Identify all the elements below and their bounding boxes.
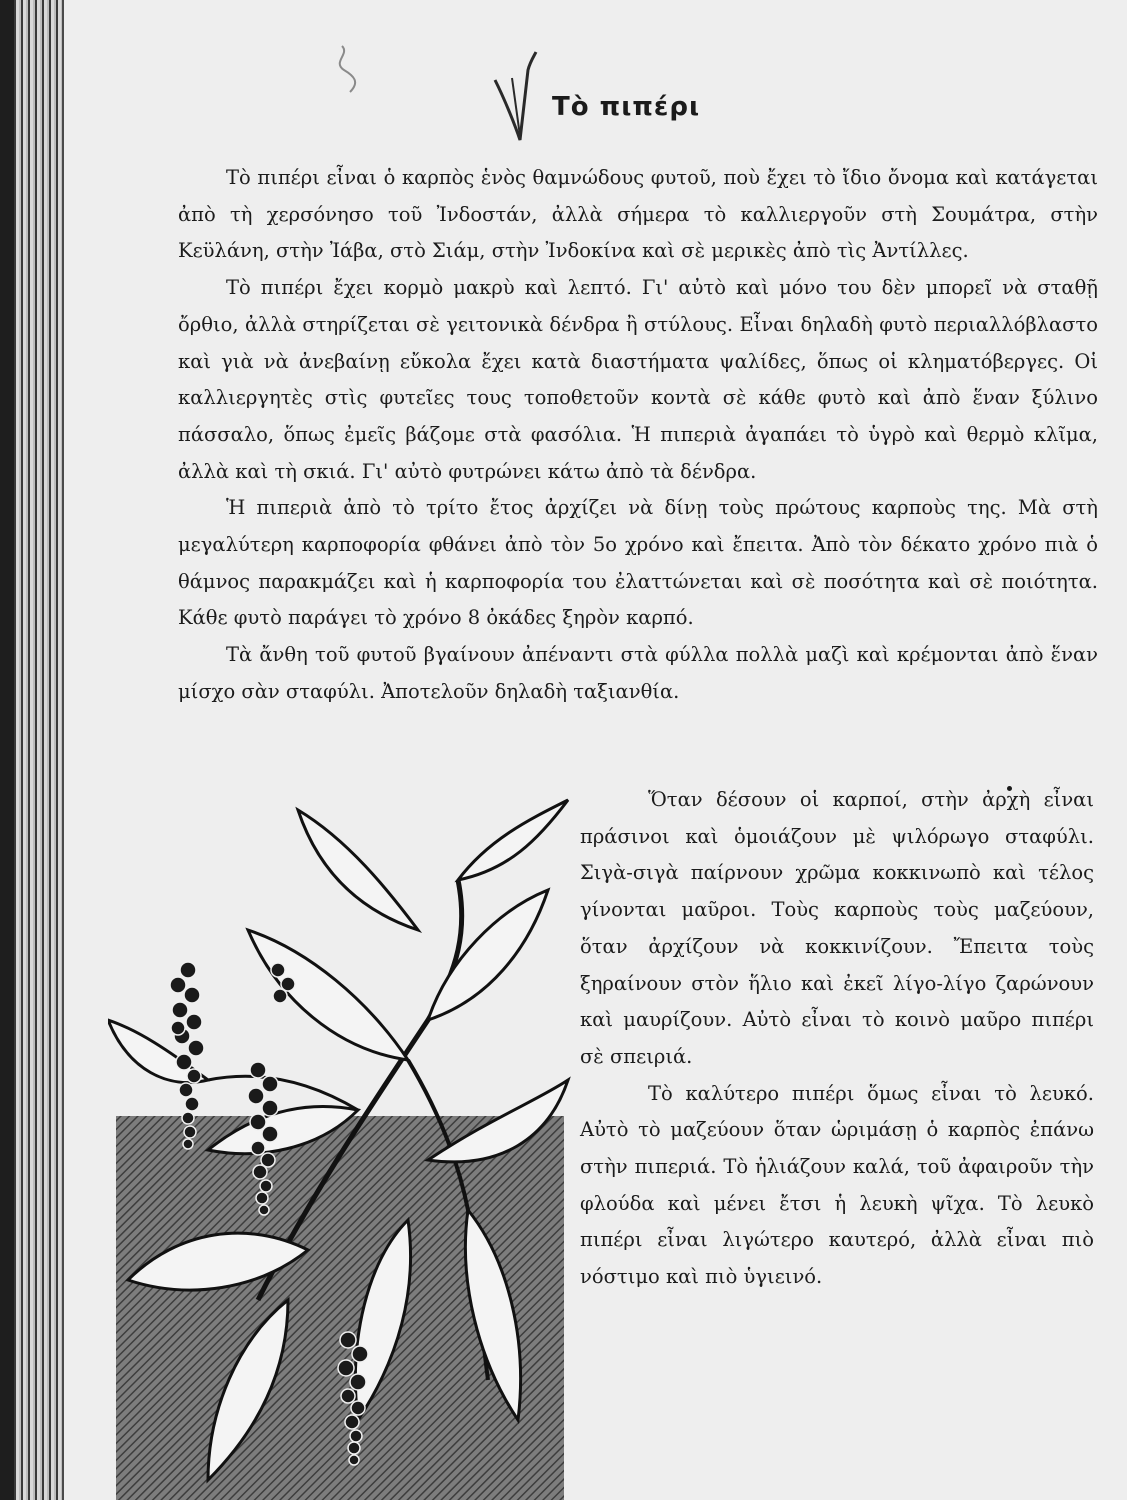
paragraph: Τὸ καλύτερο πιπέρι ὅμως εἶναι τὸ λευκό. Αὐτὸ τὸ μαζεύουν ὅταν ὡριμάσῃ ὁ καρπὸς ἐπάνω στὴν πιπεριά. Τὸ ἡλιάζουν καλά, τοῦ ἀφαιροῦν τὴν φλούδα καὶ μένει ἔτσι ἡ λευκὴ ψῖχα. Τὸ λευκὸ πιπέρι εἶναι λιγώτερο καυτερό, ἀλλὰ εἶναι πιὸ νόστιμο καὶ πιὸ ὑγιεινό. [580,1081,1094,1289]
side-text [580,782,1094,1296]
paragraph: Ἡ πιπεριὰ ἀπὸ τὸ τρίτο ἔτος ἀρχίζει νὰ δίνῃ τοὺς πρώτους καρποὺς της. Μὰ στὴ μεγαλύτερη καρποφορία φθάνει ἀπὸ τὸν 5ο χρόνο καὶ ἔπειτα. Ἀπὸ τὸν δέκατο χρόνο πιὰ ὁ θάμνος παρακμάζει καὶ ἡ καρποφορία του ἐλαττώνεται καὶ σὲ ποσότητα καὶ σὲ ποιότητα. Κάθε φυτὸ παράγει τὸ χρόνο 8 ὀκάδες ξηρὸν καρπό. [178,496,1098,630]
main-text [178,160,1098,711]
page-edge-shadow [0,0,14,1500]
paragraph: Τὸ πιπέρι εἶναι ὁ καρπὸς ἑνὸς θαμνώδους φυτοῦ, ποὺ ἔχει τὸ ἴδιο ὄνομα καὶ κατάγεται ἀπὸ τὴ χερσόνησο τοῦ Ἰνδοστάν, ἀλλὰ σήμερα τὸ καλλιεργοῦν στὴ Σουμάτρα, στὴν Κεϋλάνη, στὴν Ἰάβα, στὸ Σιάμ, στὴν Ἰνδοκίνα καὶ σὲ μερικὲς ἀπὸ τὶς Ἀντίλλες. [178,166,1098,263]
handwritten-check-mark [320,40,560,150]
paragraph: Τὸ πιπέρι ἔχει κορμὸ μακρὺ καὶ λεπτό. Γι' αὐτὸ καὶ μόνο του δὲν μπορεῖ νὰ σταθῇ ὄρθιο, ἀλλὰ στηρίζεται σὲ γειτονικὰ δένδρα ἢ στύλους. Εἶναι δηλαδὴ φυτὸ περιαλλόβλαστο καὶ γιὰ νὰ ἀνεβαίνῃ εὔκολα ἔχει κατὰ διαστήματα ψαλίδες, ὅπως οἱ κληματόβεργες. Οἱ καλλιεργητὲς στὶς φυτεῖες τους τοποθετοῦν κοντὰ σὲ κάθε φυτὸ καὶ ἀπὸ ἕναν ξύλινο πάσσαλο, ὅπως ἐμεῖς βάζομε στὰ φασόλια. Ἡ πιπεριὰ ἀγαπάει τὸ ὑγρὸ καὶ θερμὸ κλῖμα, ἀλλὰ καὶ τὴ σκιά. Γι' αὐτὸ φυτρώνει κάτω ἀπὸ τὰ δένδρα. [178,276,1098,483]
pepper-plant-illustration [108,780,578,1500]
paragraph: Ὅταν δέσουν οἱ καρποί, στὴν ἀρχὴ εἶναι πράσινοι καὶ ὁμοιάζουν μὲ ψιλόρωγο σταφύλι. Σιγὰ-σιγὰ παίρνουν χρῶμα κοκκινωπὸ καὶ τέλος γίνονται μαῦροι. Τοὺς καρποὺς τοὺς μαζεύουν, ὅταν ἀρχίζουν νὰ κοκκινίζουν. Ἔπειτα τοὺς ξηραίνουν στὸν ἥλιο καὶ ἐκεῖ λίγο-λίγο ζαρώνουν καὶ μαυρίζουν. Αὐτὸ εἶναι τὸ κοινὸ μαῦρο πιπέρι σὲ σπειριά. [580,788,1094,1068]
page-title: Τὸ πιπέρι [552,92,701,122]
paragraph: Τὰ ἄνθη τοῦ φυτοῦ βγαίνουν ἀπέναντι στὰ φύλλα πολλὰ μαζὶ καὶ κρέμονται ἀπὸ ἕναν μίσχο σὰν σταφύλι. Ἀποτελοῦν δηλαδὴ ταξιανθία. [178,643,1098,703]
